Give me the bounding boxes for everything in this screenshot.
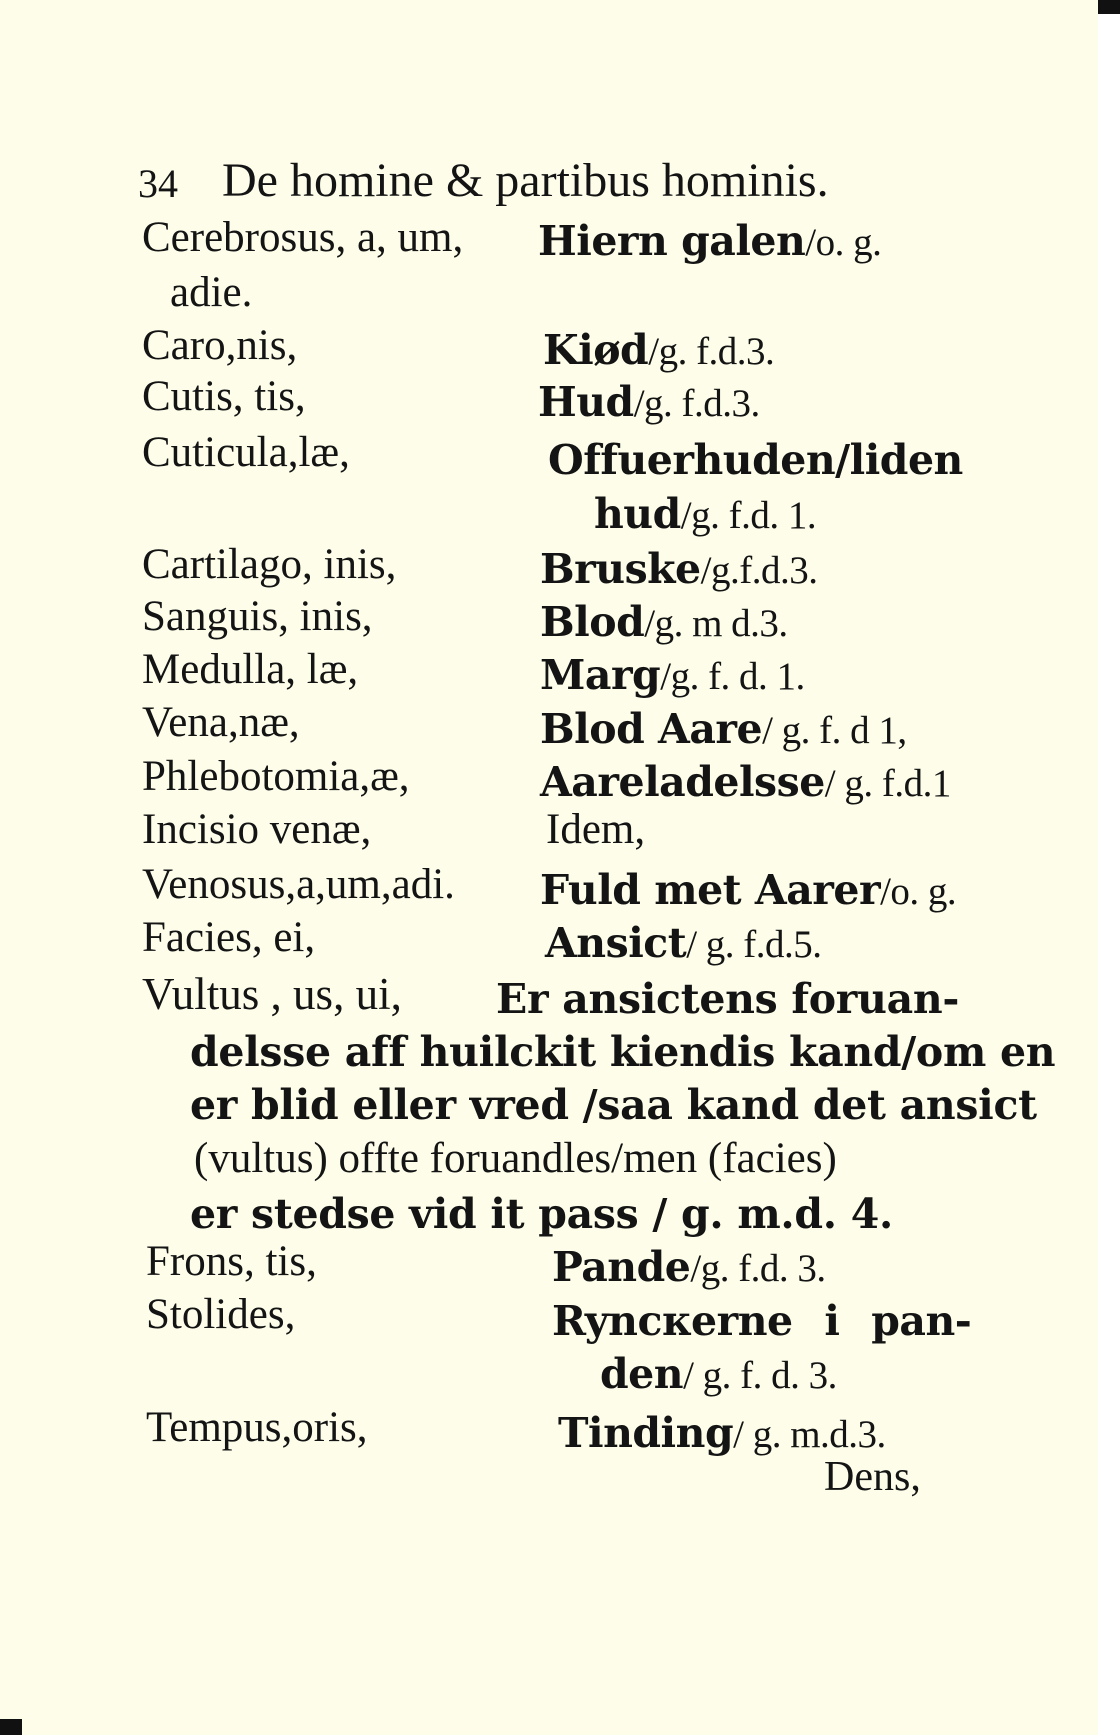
entry-latin: Vena,næ,: [142, 699, 300, 746]
paragraph-line: delsse aff huilckit kiendis kand/om en: [190, 1028, 1056, 1076]
scan-corner-mark: [1098, 0, 1120, 14]
entry-latin: Caro,nis,: [142, 322, 298, 369]
entry-latin: Stolides,: [146, 1291, 296, 1338]
entry-latin: Venosus,a,um,adi.: [142, 861, 455, 908]
entry-gloss: den/ g. f. d. 3.: [600, 1350, 837, 1398]
entry-gloss: Kiød/g. f.d.3.: [543, 326, 775, 374]
entry-gloss: Hud/g. f.d.3.: [538, 378, 760, 426]
entry-gloss: Blod/g. m d.3.: [540, 598, 788, 646]
entry-gloss: Idem,: [546, 806, 646, 853]
entry-gloss: Hiern galen/o. g.: [538, 217, 882, 265]
entry-latin: Cutis, tis,: [142, 373, 306, 420]
entry-gloss: Tinding/ g. m.d.3.: [558, 1409, 886, 1457]
entry-gloss: Pande/g. f.d. 3.: [552, 1243, 826, 1291]
entry-gloss: hud/g. f.d. 1.: [594, 490, 817, 538]
entry-latin: Sanguis, inis,: [142, 593, 373, 640]
paragraph-line: (vultus) offte foruandles/men (facies): [194, 1135, 837, 1182]
entry-latin: Tempus,oris,: [146, 1404, 368, 1451]
entry-gloss: Blod Aare/ g. f. d 1,: [540, 705, 907, 753]
entry-latin: Cartilago, inis,: [142, 541, 397, 588]
entry-latin: adie.: [170, 269, 253, 316]
entry-gloss: Aareladelsse/ g. f.d.1: [540, 758, 951, 806]
entry-gloss: Offuerhuden/liden: [548, 436, 963, 484]
entry-gloss: Bruske/g.f.d.3.: [540, 545, 818, 593]
entry-latin: Cuticula,læ,: [142, 429, 350, 476]
entry-latin: Incisio venæ,: [142, 806, 372, 853]
entry-latin: Medulla, læ,: [142, 646, 359, 693]
entry-gloss: Ansict/ g. f.d.5.: [545, 919, 822, 967]
entry-gloss: Ryncкerne i pan-: [552, 1297, 972, 1345]
entry-latin: Phlebotomia,æ,: [142, 753, 410, 800]
page-number: 34: [138, 161, 178, 206]
scan-margin: [1098, 0, 1120, 1735]
entry-latin: Frons, tis,: [146, 1238, 317, 1285]
paragraph-line: er stedse vid it pass / g. m.d. 4.: [190, 1190, 893, 1238]
entry-latin: Facies, ei,: [142, 914, 316, 961]
entry-latin: Cerebrosus, a, um,: [142, 214, 464, 261]
paragraph-line: Er ansictens foruan-: [496, 975, 960, 1023]
scan-corner-mark: [0, 1719, 22, 1735]
paragraph-latin: Vultus , us, ui,: [142, 969, 402, 1019]
entry-gloss: Fuld met Aarer/o. g.: [540, 866, 957, 914]
entry-gloss: Marg/g. f. d. 1.: [540, 651, 805, 699]
running-title: De homine & partibus hominis.: [222, 154, 829, 207]
paragraph-line: er blid eller vred /saa kand det ansict: [190, 1081, 1037, 1129]
catchword: Dens,: [824, 1454, 921, 1500]
